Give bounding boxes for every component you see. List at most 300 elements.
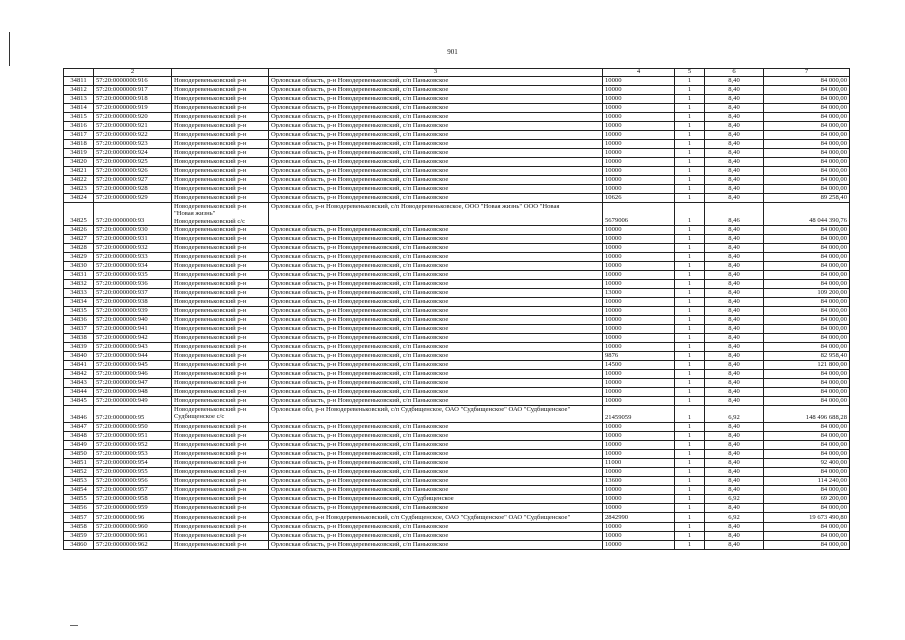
count-cell: 1 [675, 288, 705, 297]
count-cell: 1 [675, 422, 705, 431]
address-cell: Орловская область, р-н Новодеревеньковский, с/п Паньковское [269, 476, 603, 485]
rate-cell: 8,40 [705, 288, 764, 297]
row-number-cell: 34829 [64, 252, 94, 261]
rate-cell: 8,40 [705, 279, 764, 288]
area-cell: 14500 [603, 360, 675, 369]
amount-cell: 84 000,00 [764, 378, 850, 387]
table-row [64, 476, 850, 485]
amount-cell: 84 000,00 [764, 140, 850, 149]
address-cell: Орловская область, р-н Новодеревеньковский, с/п Паньковское [269, 485, 603, 494]
amount-cell: 84 000,00 [764, 279, 850, 288]
row-number-cell: 34826 [64, 225, 94, 234]
amount-cell: 84 000,00 [764, 95, 850, 104]
rate-cell: 8,40 [705, 149, 764, 158]
cadastral-number-cell: 57:20:0000000:959 [94, 503, 172, 512]
cadastral-number-cell: 57:20:0000000:927 [94, 176, 172, 185]
district-cell: Новодеревеньковский р-н [172, 113, 269, 122]
table-row [64, 503, 850, 512]
amount-cell: 84 000,00 [764, 149, 850, 158]
district-cell: Новодеревеньковский р-н [172, 77, 269, 86]
row-number-cell: 34820 [64, 158, 94, 167]
table-row [64, 422, 850, 431]
cadastral-number-cell: 57:20:0000000:916 [94, 77, 172, 86]
district-cell: Новодеревеньковский р-н [172, 485, 269, 494]
district-cell: Новодеревеньковский р-н [172, 261, 269, 270]
count-cell: 1 [675, 342, 705, 351]
address-cell: Орловская область, р-н Новодеревеньковский, с/п Паньковское [269, 449, 603, 458]
count-cell: 1 [675, 104, 705, 113]
amount-cell: 84 000,00 [764, 387, 850, 396]
area-cell: 10000 [603, 243, 675, 252]
address-cell: Орловская область, р-н Новодеревеньковский, с/п Паньковское [269, 86, 603, 95]
cadastral-number-cell: 57:20:0000000:961 [94, 531, 172, 540]
address-cell: Орловская область, р-н Новодеревеньковский, с/п Паньковское [269, 431, 603, 440]
table-row [64, 494, 850, 503]
address-cell: Орловская область, р-н Новодеревеньковский, с/п Паньковское [269, 351, 603, 360]
address-cell: Орловская область, р-н Новодеревеньковский, с/п Паньковское [269, 396, 603, 405]
table-row [64, 158, 850, 167]
area-cell: 10000 [603, 449, 675, 458]
amount-cell: 84 000,00 [764, 324, 850, 333]
district-cell: Новодеревеньковский р-н [172, 167, 269, 176]
cadastral-number-cell: 57:20:0000000:930 [94, 225, 172, 234]
amount-cell: 84 000,00 [764, 122, 850, 131]
rate-cell: 8,40 [705, 369, 764, 378]
cadastral-number-cell: 57:20:0000000:951 [94, 431, 172, 440]
row-number-cell: 34828 [64, 243, 94, 252]
district-cell: Новодеревеньковский р-н [172, 522, 269, 531]
count-cell: 1 [675, 494, 705, 503]
header-cell: 7 [764, 69, 850, 77]
district-cell: Новодеревеньковский р-н [172, 467, 269, 476]
address-cell: Орловская область, р-н Новодеревеньковский, с/п Паньковское [269, 185, 603, 194]
district-cell: Новодеревеньковский р-н [172, 252, 269, 261]
table-row [64, 122, 850, 131]
rate-cell: 8,40 [705, 333, 764, 342]
address-cell: Орловская область, р-н Новодеревеньковский, с/п Паньковское [269, 113, 603, 122]
rate-cell: 8,40 [705, 270, 764, 279]
table-row [64, 324, 850, 333]
amount-cell: 84 000,00 [764, 485, 850, 494]
row-number-cell: 34852 [64, 467, 94, 476]
rate-cell: 6,92 [705, 405, 764, 422]
amount-cell: 84 000,00 [764, 113, 850, 122]
area-cell: 10000 [603, 369, 675, 378]
cadastral-number-cell: 57:20:0000000:954 [94, 458, 172, 467]
area-cell: 10000 [603, 131, 675, 140]
count-cell: 1 [675, 225, 705, 234]
rate-cell: 8,40 [705, 540, 764, 549]
table-row [64, 297, 850, 306]
area-cell: 10000 [603, 306, 675, 315]
area-cell: 10000 [603, 113, 675, 122]
count-cell: 1 [675, 185, 705, 194]
cadastral-number-cell: 57:20:0000000:960 [94, 522, 172, 531]
land-registry-table [63, 68, 850, 550]
amount-cell: 89 258,40 [764, 194, 850, 203]
count-cell: 1 [675, 261, 705, 270]
row-number-cell: 34838 [64, 333, 94, 342]
amount-cell: 84 000,00 [764, 531, 850, 540]
amount-cell: 84 000,00 [764, 234, 850, 243]
count-cell: 1 [675, 467, 705, 476]
count-cell: 1 [675, 140, 705, 149]
address-cell: Орловская область, р-н Новодеревеньковский, с/п Паньковское [269, 252, 603, 261]
area-cell: 10000 [603, 485, 675, 494]
row-number-cell: 34841 [64, 360, 94, 369]
amount-cell: 84 000,00 [764, 540, 850, 549]
table-row [64, 306, 850, 315]
district-cell: Новодеревеньковский р-н [172, 369, 269, 378]
area-cell: 10000 [603, 234, 675, 243]
amount-cell: 84 000,00 [764, 185, 850, 194]
district-cell: Новодеревеньковский р-н [172, 333, 269, 342]
rate-cell: 8,40 [705, 531, 764, 540]
count-cell: 1 [675, 306, 705, 315]
cadastral-number-cell: 57:20:0000000:946 [94, 369, 172, 378]
district-cell: Новодеревеньковский р-н [172, 387, 269, 396]
table-row [64, 225, 850, 234]
district-cell: Новодеревеньковский р-н [172, 95, 269, 104]
district-cell: Новодеревеньковский р-н Судбищенское с/с [172, 405, 269, 422]
rate-cell: 6,92 [705, 494, 764, 503]
district-cell: Новодеревеньковский р-н [172, 540, 269, 549]
cadastral-number-cell: 57:20:0000000:949 [94, 396, 172, 405]
area-cell: 21459059 [603, 405, 675, 422]
table-row [64, 315, 850, 324]
district-cell: Новодеревеньковский р-н [172, 86, 269, 95]
cadastral-number-cell: 57:20:0000000:921 [94, 122, 172, 131]
rate-cell: 8,40 [705, 378, 764, 387]
table-row [64, 203, 850, 226]
count-cell: 1 [675, 333, 705, 342]
amount-cell: 84 000,00 [764, 104, 850, 113]
rate-cell: 6,92 [705, 512, 764, 522]
area-cell: 10000 [603, 503, 675, 512]
cadastral-number-cell: 57:20:0000000:952 [94, 440, 172, 449]
table-row [64, 131, 850, 140]
table-row [64, 522, 850, 531]
cadastral-number-cell: 57:20:0000000:929 [94, 194, 172, 203]
row-number-cell: 34836 [64, 315, 94, 324]
row-number-cell: 34856 [64, 503, 94, 512]
row-number-cell: 34815 [64, 113, 94, 122]
area-cell: 10000 [603, 396, 675, 405]
address-cell: Орловская область, р-н Новодеревеньковский, с/п Паньковское [269, 194, 603, 203]
table-row [64, 140, 850, 149]
district-cell: Новодеревеньковский р-н [172, 131, 269, 140]
amount-cell: 69 200,00 [764, 494, 850, 503]
district-cell: Новодеревеньковский р-н [172, 494, 269, 503]
district-cell: Новодеревеньковский р-н [172, 476, 269, 485]
row-number-cell: 34825 [64, 203, 94, 226]
row-number-cell: 34837 [64, 324, 94, 333]
table-row [64, 405, 850, 422]
address-cell: Орловская обл, р-н Новодеревеньковский, с/п Судбищенское, ОАО "Судбищенское" ОАО "Судбищенское" [269, 405, 603, 422]
amount-cell: 84 000,00 [764, 158, 850, 167]
address-cell: Орловская область, р-н Новодеревеньковский, с/п Паньковское [269, 288, 603, 297]
rate-cell: 8,40 [705, 95, 764, 104]
count-cell: 1 [675, 503, 705, 512]
cadastral-number-cell: 57:20:0000000:923 [94, 140, 172, 149]
table-row [64, 342, 850, 351]
amount-cell: 84 000,00 [764, 431, 850, 440]
district-cell: Новодеревеньковский р-н [172, 378, 269, 387]
address-cell: Орловская область, р-н Новодеревеньковский, с/п Паньковское [269, 176, 603, 185]
cadastral-number-cell: 57:20:0000000:925 [94, 158, 172, 167]
rate-cell: 8,40 [705, 194, 764, 203]
rate-cell: 8,40 [705, 315, 764, 324]
cadastral-number-cell: 57:20:0000000:940 [94, 315, 172, 324]
cadastral-number-cell: 57:20:0000000:920 [94, 113, 172, 122]
row-number-cell: 34851 [64, 458, 94, 467]
address-cell: Орловская область, р-н Новодеревеньковский, с/п Паньковское [269, 297, 603, 306]
amount-cell: 84 000,00 [764, 449, 850, 458]
amount-cell: 84 000,00 [764, 261, 850, 270]
amount-cell: 84 000,00 [764, 315, 850, 324]
area-cell: 10000 [603, 531, 675, 540]
cadastral-number-cell: 57:20:0000000:919 [94, 104, 172, 113]
cadastral-number-cell: 57:20:0000000:926 [94, 167, 172, 176]
row-number-cell: 34843 [64, 378, 94, 387]
amount-cell: 84 000,00 [764, 252, 850, 261]
address-cell: Орловская область, р-н Новодеревеньковский, с/п Паньковское [269, 387, 603, 396]
header-cell: 2 [94, 69, 172, 77]
cadastral-number-cell: 57:20:0000000:958 [94, 494, 172, 503]
area-cell: 10000 [603, 225, 675, 234]
count-cell: 1 [675, 270, 705, 279]
amount-cell: 84 000,00 [764, 503, 850, 512]
count-cell: 1 [675, 158, 705, 167]
area-cell: 5679006 [603, 203, 675, 226]
address-cell: Орловская область, р-н Новодеревеньковский, с/п Паньковское [269, 104, 603, 113]
area-cell: 10000 [603, 149, 675, 158]
count-cell: 1 [675, 77, 705, 86]
row-number-cell: 34842 [64, 369, 94, 378]
row-number-cell: 34855 [64, 494, 94, 503]
cadastral-number-cell: 57:20:0000000:93 [94, 203, 172, 226]
amount-cell: 84 000,00 [764, 167, 850, 176]
count-cell: 1 [675, 387, 705, 396]
area-cell: 9876 [603, 351, 675, 360]
district-cell: Новодеревеньковский р-н [172, 194, 269, 203]
cadastral-number-cell: 57:20:0000000:953 [94, 449, 172, 458]
address-cell: Орловская область, р-н Новодеревеньковский, с/п Паньковское [269, 378, 603, 387]
rate-cell: 8,40 [705, 297, 764, 306]
area-cell: 10000 [603, 279, 675, 288]
count-cell: 1 [675, 405, 705, 422]
rate-cell: 8,40 [705, 351, 764, 360]
address-cell: Орловская область, р-н Новодеревеньковский, с/п Паньковское [269, 243, 603, 252]
address-cell: Орловская область, р-н Новодеревеньковский, с/п Паньковское [269, 503, 603, 512]
table-row [64, 378, 850, 387]
amount-cell: 84 000,00 [764, 297, 850, 306]
cadastral-number-cell: 57:20:0000000:941 [94, 324, 172, 333]
area-cell: 10000 [603, 431, 675, 440]
table-row [64, 540, 850, 549]
district-cell: Новодеревеньковский р-н [172, 140, 269, 149]
address-cell: Орловская область, р-н Новодеревеньковский, с/п Паньковское [269, 140, 603, 149]
row-number-cell: 34816 [64, 122, 94, 131]
amount-cell: 84 000,00 [764, 342, 850, 351]
cadastral-number-cell: 57:20:0000000:962 [94, 540, 172, 549]
amount-cell: 114 240,00 [764, 476, 850, 485]
table-row [64, 279, 850, 288]
header-cell [172, 69, 269, 77]
count-cell: 1 [675, 485, 705, 494]
rate-cell: 8,40 [705, 243, 764, 252]
district-cell: Новодеревеньковский р-н [172, 458, 269, 467]
count-cell: 1 [675, 252, 705, 261]
count-cell: 1 [675, 369, 705, 378]
rate-cell: 8,40 [705, 104, 764, 113]
area-cell: 10000 [603, 261, 675, 270]
row-number-cell: 34823 [64, 185, 94, 194]
address-cell: Орловская область, р-н Новодеревеньковский, с/п Судбищенское [269, 494, 603, 503]
row-number-cell: 34845 [64, 396, 94, 405]
table-row [64, 369, 850, 378]
count-cell: 1 [675, 203, 705, 226]
address-cell: Орловская область, р-н Новодеревеньковский, с/п Паньковское [269, 77, 603, 86]
table-row [64, 261, 850, 270]
cadastral-number-cell: 57:20:0000000:943 [94, 342, 172, 351]
count-cell: 1 [675, 440, 705, 449]
district-cell: Новодеревеньковский р-н [172, 503, 269, 512]
rate-cell: 8,40 [705, 485, 764, 494]
rate-cell: 8,40 [705, 440, 764, 449]
area-cell: 10000 [603, 167, 675, 176]
row-number-cell: 34835 [64, 306, 94, 315]
cadastral-number-cell: 57:20:0000000:96 [94, 512, 172, 522]
area-cell: 10000 [603, 158, 675, 167]
row-number-cell: 34857 [64, 512, 94, 522]
district-cell: Новодеревеньковский р-н [172, 234, 269, 243]
address-cell: Орловская область, р-н Новодеревеньковский, с/п Паньковское [269, 531, 603, 540]
address-cell: Орловская область, р-н Новодеревеньковский, с/п Паньковское [269, 458, 603, 467]
cadastral-number-cell: 57:20:0000000:942 [94, 333, 172, 342]
cadastral-number-cell: 57:20:0000000:931 [94, 234, 172, 243]
count-cell: 1 [675, 531, 705, 540]
rate-cell: 8,40 [705, 396, 764, 405]
cadastral-number-cell: 57:20:0000000:932 [94, 243, 172, 252]
address-cell: Орловская область, р-н Новодеревеньковский, с/п Паньковское [269, 369, 603, 378]
address-cell: Орловская область, р-н Новодеревеньковский, с/п Паньковское [269, 225, 603, 234]
address-cell: Орловская область, р-н Новодеревеньковский, с/п Паньковское [269, 342, 603, 351]
cadastral-number-cell: 57:20:0000000:924 [94, 149, 172, 158]
row-number-cell: 34833 [64, 288, 94, 297]
district-cell: Новодеревеньковский р-н [172, 351, 269, 360]
amount-cell: 84 000,00 [764, 396, 850, 405]
area-cell: 10000 [603, 522, 675, 531]
district-cell: Новодеревеньковский р-н [172, 315, 269, 324]
cadastral-number-cell: 57:20:0000000:944 [94, 351, 172, 360]
row-number-cell: 34848 [64, 431, 94, 440]
count-cell: 1 [675, 176, 705, 185]
count-cell: 1 [675, 476, 705, 485]
amount-cell: 84 000,00 [764, 522, 850, 531]
count-cell: 1 [675, 431, 705, 440]
address-cell: Орловская область, р-н Новодеревеньковский, с/п Паньковское [269, 315, 603, 324]
row-number-cell: 34840 [64, 351, 94, 360]
rate-cell: 8,40 [705, 449, 764, 458]
row-number-cell: 34853 [64, 476, 94, 485]
cadastral-number-cell: 57:20:0000000:95 [94, 405, 172, 422]
amount-cell: 84 000,00 [764, 176, 850, 185]
table-row [64, 512, 850, 522]
amount-cell: 84 000,00 [764, 369, 850, 378]
cadastral-number-cell: 57:20:0000000:957 [94, 485, 172, 494]
district-cell: Новодеревеньковский р-н [172, 279, 269, 288]
rate-cell: 8,40 [705, 467, 764, 476]
cadastral-number-cell: 57:20:0000000:945 [94, 360, 172, 369]
area-cell: 13600 [603, 476, 675, 485]
rate-cell: 8,40 [705, 176, 764, 185]
table-row [64, 234, 850, 243]
table-row [64, 449, 850, 458]
rate-cell: 8,40 [705, 503, 764, 512]
area-cell: 10000 [603, 297, 675, 306]
cadastral-number-cell: 57:20:0000000:939 [94, 306, 172, 315]
count-cell: 1 [675, 449, 705, 458]
district-cell: Новодеревеньковский р-н [172, 288, 269, 297]
row-number-cell: 34827 [64, 234, 94, 243]
header-cell: 4 [603, 69, 675, 77]
cadastral-number-cell: 57:20:0000000:955 [94, 467, 172, 476]
row-number-cell: 34814 [64, 104, 94, 113]
count-cell: 1 [675, 131, 705, 140]
address-cell: Орловская область, р-н Новодеревеньковский, с/п Паньковское [269, 279, 603, 288]
row-number-cell: 34818 [64, 140, 94, 149]
table-header-row [64, 69, 850, 77]
count-cell: 1 [675, 243, 705, 252]
rate-cell: 8,40 [705, 113, 764, 122]
district-cell: Новодеревеньковский р-н [172, 431, 269, 440]
district-cell: Новодеревеньковский р-н [172, 176, 269, 185]
address-cell: Орловская область, р-н Новодеревеньковский, с/п Паньковское [269, 261, 603, 270]
cadastral-number-cell: 57:20:0000000:934 [94, 261, 172, 270]
table-row [64, 458, 850, 467]
table-row [64, 387, 850, 396]
address-cell: Орловская область, р-н Новодеревеньковский, с/п Паньковское [269, 95, 603, 104]
table-row [64, 149, 850, 158]
rate-cell: 8,40 [705, 522, 764, 531]
rate-cell: 8,40 [705, 422, 764, 431]
row-number-cell: 34850 [64, 449, 94, 458]
header-cell: 3 [269, 69, 603, 77]
rate-cell: 8,40 [705, 122, 764, 131]
cadastral-number-cell: 57:20:0000000:935 [94, 270, 172, 279]
table-row [64, 194, 850, 203]
table-row [64, 176, 850, 185]
rate-cell: 8,46 [705, 203, 764, 226]
cadastral-number-cell: 57:20:0000000:918 [94, 95, 172, 104]
amount-cell: 84 000,00 [764, 270, 850, 279]
count-cell: 1 [675, 458, 705, 467]
address-cell: Орловская обл, р-н Новодеревеньковский, с/п Новодеревеньковское, ООО "Новая жизнь" ООО "Новая [269, 203, 603, 226]
cadastral-number-cell: 57:20:0000000:947 [94, 378, 172, 387]
rate-cell: 8,40 [705, 158, 764, 167]
area-cell: 10000 [603, 324, 675, 333]
margin-dot [70, 625, 78, 626]
count-cell: 1 [675, 360, 705, 369]
page-number: 901 [447, 48, 458, 56]
address-cell: Орловская обл, р-н Новодеревеньковский, с/п Судбищенское, ОАО "Судбищенское" ОАО "Судбищенское" [269, 512, 603, 522]
district-cell: Новодеревеньковский р-н [172, 512, 269, 522]
area-cell: 10000 [603, 176, 675, 185]
row-number-cell: 34847 [64, 422, 94, 431]
table-row [64, 485, 850, 494]
row-number-cell: 34834 [64, 297, 94, 306]
